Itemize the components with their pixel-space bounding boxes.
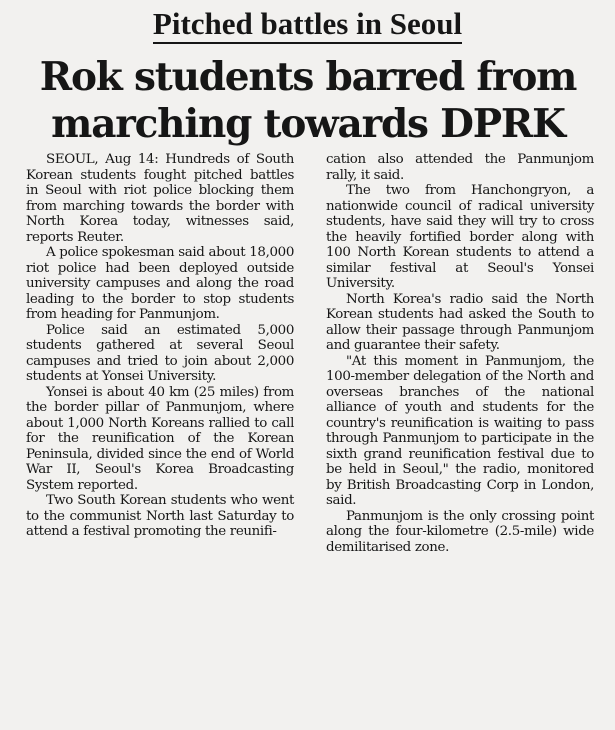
- headline: Rok students barred from marching towards DPRK: [39, 54, 577, 147]
- paragraph-continued: cation also attended the Panmunjom rally, it said.: [326, 152, 594, 183]
- paragraph: A police spokesman said about 18,000 riot police had been deployed outside university campuses and along the road leading to the border to stop students from heading for Panmunjom.: [26, 245, 294, 322]
- kicker-text: Pitched battles in Seoul: [153, 6, 462, 44]
- column-left: [26, 152, 294, 726]
- column-right: [326, 152, 594, 726]
- paragraph: The two from Hanchongryon, a nationwide council of radical university students, have said they will try to cross the heavily fortified border along with 100 North Korean students to attend a similar festival at Seoul's Yonsei University.: [326, 183, 594, 291]
- paragraph: Panmunjom is the only crossing point along the four-kilometre (2.5-mile) wide demilitarised zone.: [326, 508, 594, 555]
- paragraph: SEOUL, Aug 14: Hundreds of South Korean students fought pitched battles in Seoul with riot police blocking them from marching towards the border with North Korea today, witnesses said, reports Reuter.: [26, 152, 294, 245]
- paragraph: Police said an estimated 5,000 students gathered at several Seoul campuses and tried to join about 2,000 students at Yonsei University.: [26, 322, 294, 384]
- paragraph: Two South Korean students who went to the communist North last Saturday to attend a festival promoting the reunifi-: [26, 493, 294, 539]
- paragraph: Yonsei is about 40 km (25 miles) from the border pillar of Panmunjom, where about 1,000 North Koreans rallied to call for the reunification of the Korean Peninsula, divided since the end of World War II, Seoul's Korea Broadcasting System reported.: [26, 384, 294, 493]
- paragraph: "At this moment in Panmunjom, the 100-member delegation of the North and overseas branches of the national alliance of youth and students for the country's reunification is waiting to pass through Panmunjom to participate in the sixth grand reunification festival due to be held in Seoul," the radio, monitored by British Broadcasting Corp in London, said.: [326, 353, 594, 508]
- paragraph: North Korea's radio said the North Korean students had asked the South to allow their passage through Panmunjom and guarantee their safety.: [326, 291, 594, 353]
- article-body: [26, 152, 594, 726]
- kicker-heading: [0, 4, 615, 44]
